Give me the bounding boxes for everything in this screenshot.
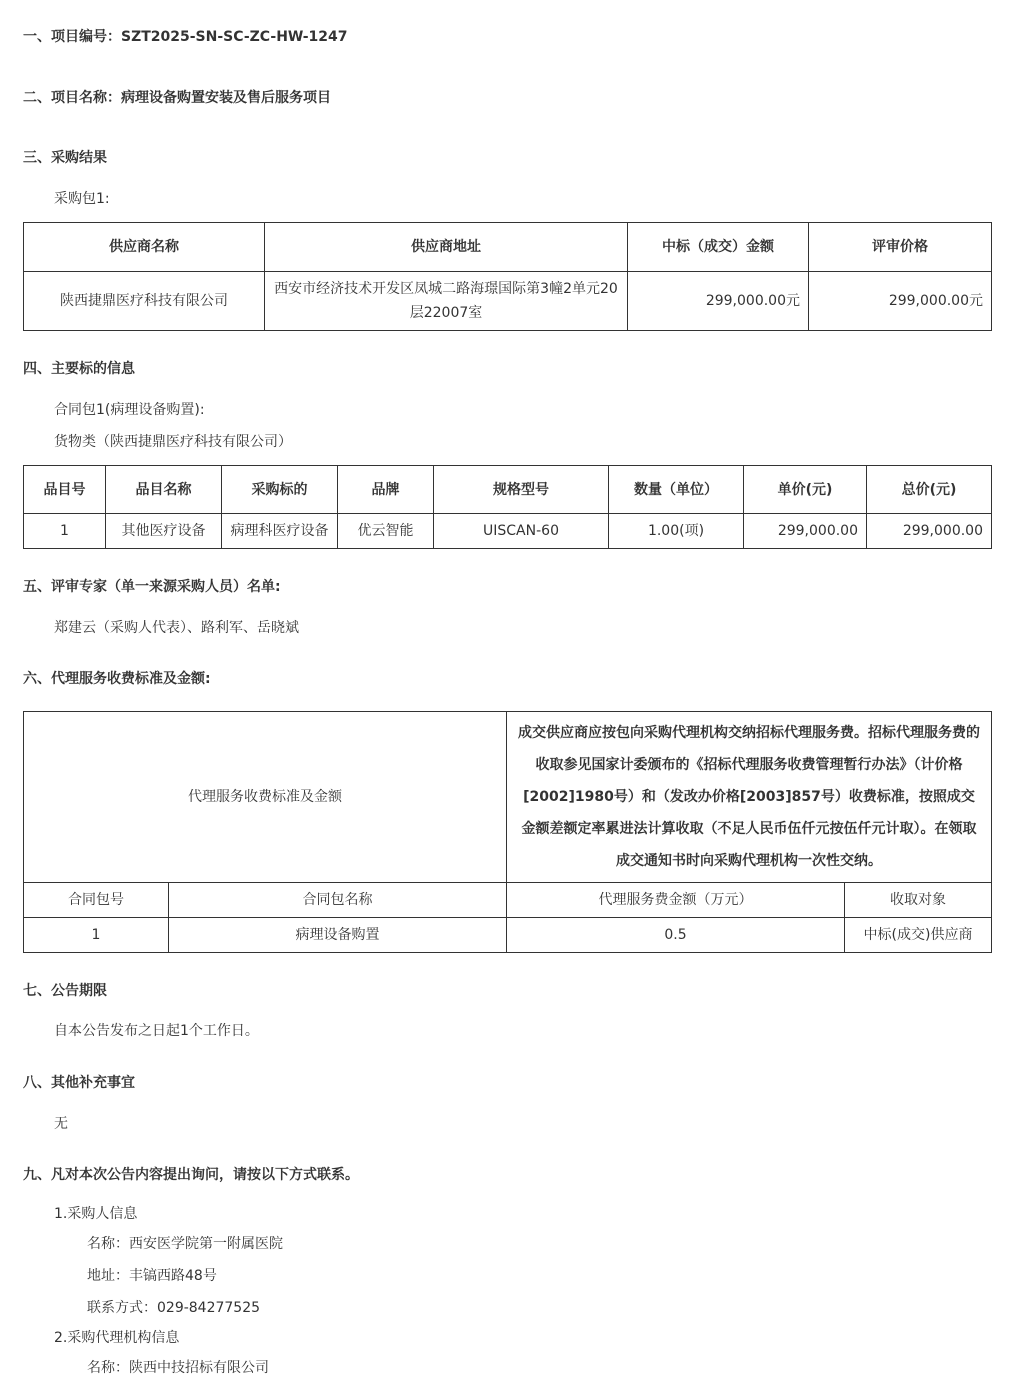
section-3-title: 三、采购结果 [23,150,107,166]
col-fee-target: 收取对象 [845,883,992,918]
item-unit-price: 299,000.00 [744,514,867,549]
section-4-title: 四、主要标的信息 [23,361,135,377]
section-9-title: 九、凡对本次公告内容提出询问，请按以下方式联系。 [23,1167,359,1183]
section-5-title: 五、评审专家（单一来源采购人员）名单: [23,579,281,595]
col-total-price: 总价(元) [867,466,992,514]
col-contract-name: 合同包名称 [169,883,507,918]
project-number-value: SZT2025-SN-SC-ZC-HW-1247 [121,29,348,45]
item-quantity: 1.00(项) [609,514,744,549]
section-7-title: 七、公告期限 [23,983,107,999]
fee-standard-label: 代理服务收费标准及金额 [24,712,507,883]
agency-name: 名称：陕西中技招标有限公司 [87,1360,269,1376]
expert-names: 郑建云（采购人代表）、路利军、岳晓斌 [54,620,299,636]
col-fee-amount: 代理服务费金额（万元） [507,883,845,918]
result-table [23,222,992,331]
supplier-name: 陕西捷鼎医疗科技有限公司 [24,272,265,331]
table-row [24,272,992,331]
col-contract-no: 合同包号 [24,883,169,918]
col-target: 采购标的 [222,466,338,514]
goods-label: 货物类（陕西捷鼎医疗科技有限公司） [54,434,292,450]
project-name-label: 二、项目名称： [23,90,121,106]
project-number [23,26,348,46]
col-item-name: 品目名称 [106,466,222,514]
col-award-amount: 中标（成交）金额 [628,223,809,272]
other-matters: 无 [54,1116,68,1132]
item-name: 其他医疗设备 [106,514,222,549]
project-name-value: 病理设备购置安装及售后服务项目 [121,90,331,106]
fee-notice: 成交供应商应按包向采购代理机构交纳招标代理服务费。招标代理服务费的收取参见国家计委颁布的《招标代理服务收费管理暂行办法》（计价格[2002]1980号）和（发改办价格[2003]857号）收费标准，按照成交金额差额定率累进法计算收取（不足人民币伍仟元按伍仟元计取）。在领取成交通知书时向采购代理机构一次性交纳。 [507,712,992,883]
items-table [23,465,992,549]
contract-label: 合同包1(病理设备购置): [54,402,205,418]
col-item-no: 品目号 [24,466,106,514]
award-amount: 299,000.00元 [628,272,809,331]
item-model: UISCAN-60 [434,514,609,549]
item-no: 1 [24,514,106,549]
col-supplier-address: 供应商地址 [265,223,628,272]
items-table-header [24,466,992,514]
notice-period: 自本公告发布之日起1个工作日。 [54,1023,259,1039]
col-brand: 品牌 [338,466,434,514]
col-model: 规格型号 [434,466,609,514]
buyer-address: 地址：丰镐西路48号 [87,1268,217,1284]
fee-notice-row [24,712,992,883]
package-label: 采购包1: [54,191,110,207]
agency-info-title: 2.采购代理机构信息 [54,1330,180,1346]
col-review-price: 评审价格 [809,223,992,272]
fee-target: 中标(成交)供应商 [845,918,992,953]
col-quantity: 数量（单位） [609,466,744,514]
fee-contract-name: 病理设备购置 [169,918,507,953]
buyer-name: 名称：西安医学院第一附属医院 [87,1236,283,1252]
buyer-info-title: 1.采购人信息 [54,1206,138,1222]
result-table-header [24,223,992,272]
fee-table-header [24,883,992,918]
section-6-title: 六、代理服务收费标准及金额: [23,671,211,687]
col-unit-price: 单价(元) [744,466,867,514]
project-number-label: 一、项目编号： [23,29,121,45]
col-supplier-name: 供应商名称 [24,223,265,272]
fee-amount: 0.5 [507,918,845,953]
supplier-address: 西安市经济技术开发区凤城二路海璟国际第3幢2单元20层22007室 [265,272,628,331]
item-target: 病理科医疗设备 [222,514,338,549]
buyer-contact: 联系方式：029-84277525 [87,1300,261,1316]
table-row [24,918,992,953]
review-price: 299,000.00元 [809,272,992,331]
item-total-price: 299,000.00 [867,514,992,549]
section-8-title: 八、其他补充事宜 [23,1075,135,1091]
fee-contract-no: 1 [24,918,169,953]
item-brand: 优云智能 [338,514,434,549]
table-row [24,514,992,549]
project-name [23,87,331,107]
fee-table [23,711,992,953]
